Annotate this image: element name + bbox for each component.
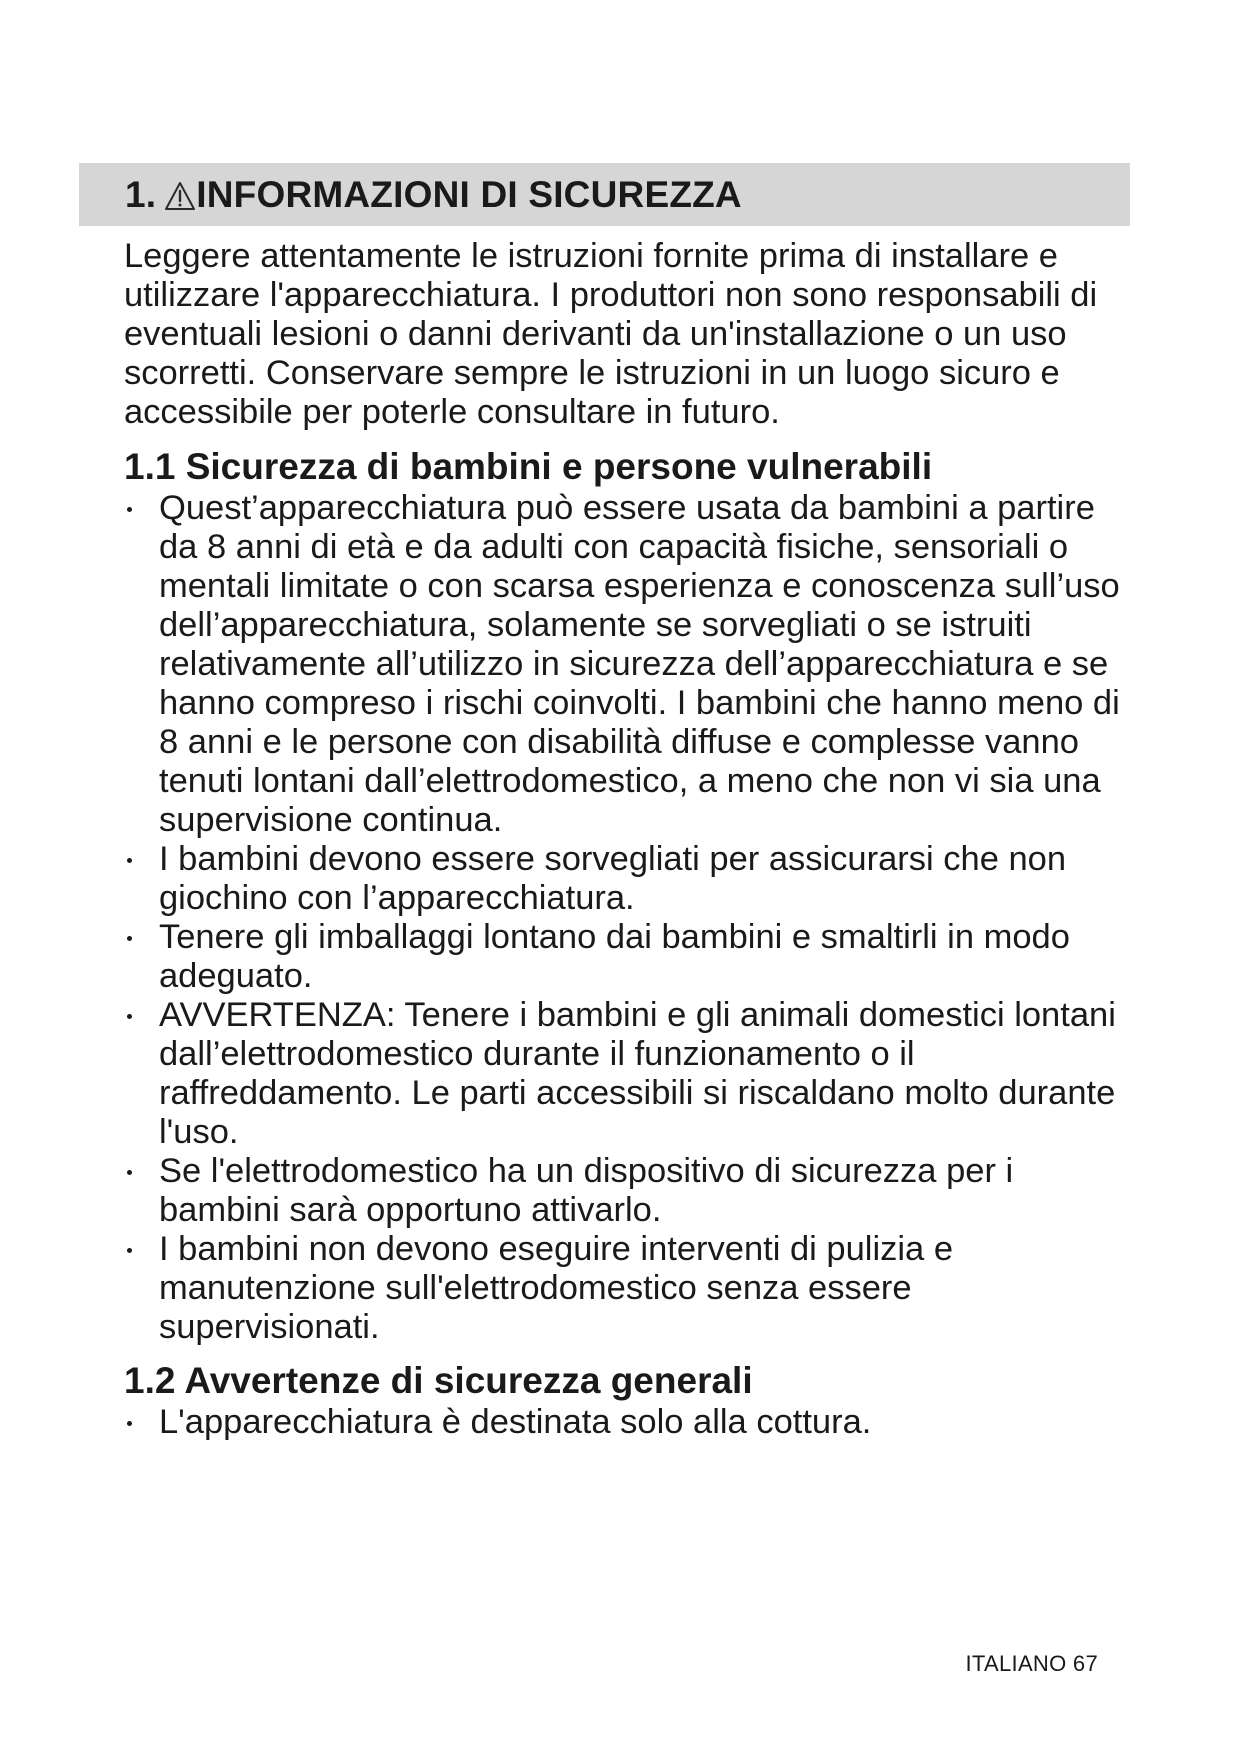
section-title-bar: [79, 163, 1130, 226]
list-item-text: Quest’apparecchiatura può essere usata da bambini a partire da 8 anni di età e da adulti con capacità fisiche, sensoriali o mentali limitate o con scarsa esperienza e conoscenza sull’uso dell’apparecchiatura, solamente se sorvegliati o se istruiti relativamente all’utilizzo in sicurezza dell’apparecchiatura e se hanno compreso i rischi coinvolti. I bambini che hanno meno di 8 anni e le persone con disabilità diffuse e complesse vanno tenuti lontani dall’elettrodomestico, a meno che non vi sia una supervisione continua.: [159, 489, 1120, 839]
bullet-icon: [127, 1170, 132, 1175]
list-item: [124, 1230, 1124, 1347]
bullet-icon: [127, 1248, 132, 1253]
bullet-icon: [127, 1014, 132, 1019]
list-item: [124, 840, 1124, 918]
general-safety-list: [124, 1403, 1124, 1442]
list-item: [124, 1152, 1124, 1230]
list-item-text: I bambini non devono eseguire interventi di pulizia e manutenzione sull'elettrodomestico senza essere supervisionati.: [159, 1230, 954, 1346]
list-item-text: I bambini devono essere sorvegliati per assicurarsi che non giochino con l’apparecchiatura.: [159, 840, 1067, 917]
list-item: [124, 489, 1124, 840]
page-content: [124, 237, 1124, 1442]
bullet-icon: [127, 858, 132, 863]
subsection-heading-children-safety: 1.1 Sicurezza di bambini e persone vulnerabili: [124, 446, 933, 487]
list-item-text: L'apparecchiatura è destinata solo alla cottura.: [159, 1403, 872, 1441]
intro-paragraph: Leggere attentamente le istruzioni fornite prima di installare e utilizzare l'apparecchiatura. I produttori non sono responsabili di eventuali lesioni o danni derivanti da un'installazione o un uso scorretti. Conservare sempre le istruzioni in un luogo sicuro e accessibile per poterle consultare in futuro.: [124, 237, 1098, 431]
warning-triangle-icon: [164, 181, 196, 211]
subsection-heading-general-safety: 1.2 Avvertenze di sicurezza generali: [124, 1360, 753, 1401]
list-item-text: AVVERTENZA: Tenere i bambini e gli animali domestici lontani dall’elettrodomestico durante il funzionamento o il raffreddamento. Le parti accessibili si riscaldano molto durante l'uso.: [159, 996, 1116, 1151]
section-number: 1.: [125, 173, 157, 215]
list-item: [124, 1403, 1124, 1442]
page-footer-label: ITALIANO 67: [965, 1651, 1098, 1676]
bullet-icon: [127, 507, 132, 512]
list-item-text: Tenere gli imballaggi lontano dai bambini e smaltirli in modo adeguato.: [159, 918, 1070, 995]
page-title: [125, 174, 742, 216]
list-item: [124, 918, 1124, 996]
children-safety-list: [124, 489, 1124, 1347]
bullet-icon: [127, 936, 132, 941]
list-item-text: Se l'elettrodomestico ha un dispositivo di sicurezza per i bambini sarà opportuno attivarlo.: [159, 1152, 1014, 1229]
list-item: [124, 996, 1124, 1152]
bullet-icon: [127, 1421, 132, 1426]
section-title-text: INFORMAZIONI DI SICUREZZA: [196, 173, 742, 215]
